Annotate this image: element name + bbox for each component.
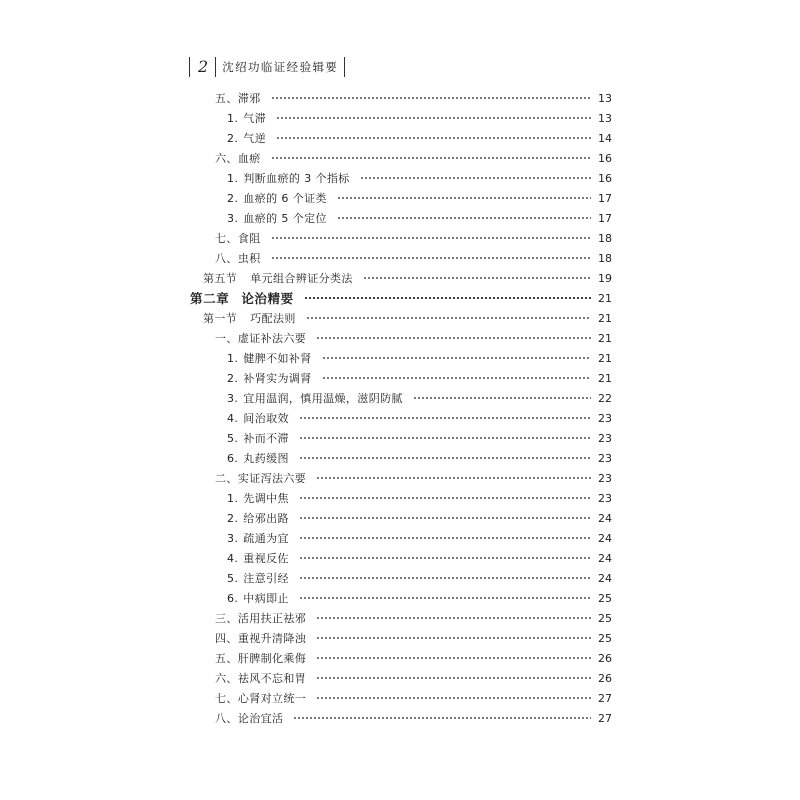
- toc-page-number: 21: [598, 291, 612, 305]
- toc-item: [190, 668, 612, 688]
- toc-entry-title: 活用扶正祛邪: [237, 612, 307, 625]
- dot-leader: [316, 636, 591, 640]
- toc-entry-title: 巧配法则: [250, 312, 296, 325]
- toc-item: [190, 608, 612, 628]
- toc-entry-title: 补肾实为调肾: [243, 372, 312, 385]
- toc-subitem: [190, 368, 612, 388]
- toc-entry-title: 食阻: [237, 232, 261, 245]
- toc-entry-number: 第五节: [203, 272, 238, 285]
- toc-entry-title: 间治取效: [243, 412, 289, 425]
- dot-leader: [299, 556, 591, 560]
- toc-entry-title: 丸药缓图: [243, 452, 289, 465]
- toc-subitem: [190, 208, 612, 228]
- toc-entry-title: 气滞: [243, 112, 267, 125]
- dot-leader: [304, 296, 591, 300]
- toc-subitem: [190, 488, 612, 508]
- table-of-contents: [190, 88, 612, 728]
- toc-subitem: [190, 388, 612, 408]
- toc-entry-number: 2.: [227, 131, 239, 145]
- toc-entry-title: 单元组合辨证分类法: [250, 272, 353, 285]
- toc-subitem: [190, 348, 612, 368]
- dot-leader: [276, 116, 591, 120]
- toc-item: [190, 248, 612, 268]
- toc-section: [190, 308, 612, 328]
- toc-entry-title: 气逆: [243, 132, 267, 145]
- toc-page-number: 27: [598, 711, 612, 725]
- toc-page-number: 24: [598, 531, 612, 545]
- toc-page-number: 21: [598, 331, 612, 345]
- toc-entry-number: 6.: [227, 591, 239, 605]
- toc-entry-title: 肝脾制化乘侮: [237, 652, 307, 665]
- dot-leader: [299, 496, 591, 500]
- dot-leader: [316, 336, 591, 340]
- toc-entry-number: 5.: [227, 571, 239, 585]
- dot-leader: [337, 196, 591, 200]
- toc-page-number: 27: [598, 691, 612, 705]
- toc-entry-number: 二、: [215, 472, 238, 485]
- toc-entry-number: 2.: [227, 371, 239, 385]
- toc-entry-title: 虫积: [237, 252, 261, 265]
- toc-item: [190, 468, 612, 488]
- toc-subitem: [190, 408, 612, 428]
- toc-entry-title: 心肾对立统一: [237, 692, 307, 705]
- toc-item: [190, 628, 612, 648]
- toc-entry-title: 先调中焦: [243, 492, 289, 505]
- dot-leader: [316, 696, 591, 700]
- dot-leader: [271, 156, 591, 160]
- toc-subitem: [190, 168, 612, 188]
- toc-page-number: 13: [598, 91, 612, 105]
- toc-entry-title: 注意引经: [243, 572, 289, 585]
- toc-item: [190, 88, 612, 108]
- toc-page-number: 22: [598, 391, 612, 405]
- dot-leader: [322, 376, 591, 380]
- dot-leader: [299, 596, 591, 600]
- toc-item: [190, 688, 612, 708]
- toc-page-number: 23: [598, 491, 612, 505]
- toc-subitem: [190, 128, 612, 148]
- toc-entry-title: 血瘀的 5 个定位: [243, 212, 327, 225]
- toc-page-number: 25: [598, 591, 612, 605]
- toc-page-number: 23: [598, 471, 612, 485]
- toc-entry-number: 五、: [215, 652, 238, 665]
- toc-entry-number: 第二章: [190, 291, 230, 306]
- toc-entry-number: 1.: [227, 491, 239, 505]
- toc-item: [190, 708, 612, 728]
- toc-entry-title: 宜用温润，慎用温燥，滋阴防腻: [243, 392, 403, 405]
- toc-entry-number: 一、: [215, 332, 238, 345]
- toc-page-number: 21: [598, 311, 612, 325]
- toc-page-number: 17: [598, 191, 612, 205]
- dot-leader: [299, 456, 591, 460]
- toc-page-number: 21: [598, 371, 612, 385]
- header-divider: [344, 57, 345, 77]
- toc-entry-title: 健脾不如补肾: [243, 352, 312, 365]
- running-header: [189, 57, 345, 77]
- dot-leader: [299, 516, 591, 520]
- toc-entry-number: 1.: [227, 111, 239, 125]
- toc-item: [190, 648, 612, 668]
- toc-item: [190, 328, 612, 348]
- toc-entry-number: 六、: [215, 672, 238, 685]
- toc-entry-number: 3.: [227, 531, 239, 545]
- book-title: 沈绍功临证经验辑要: [222, 60, 339, 74]
- toc-page-number: 24: [598, 551, 612, 565]
- toc-page-number: 25: [598, 611, 612, 625]
- toc-page-number: 24: [598, 571, 612, 585]
- toc-page-number: 14: [598, 131, 612, 145]
- dot-leader: [316, 656, 591, 660]
- toc-subitem: [190, 588, 612, 608]
- toc-subitem: [190, 448, 612, 468]
- toc-entry-number: 六、: [215, 152, 238, 165]
- toc-page-number: 18: [598, 251, 612, 265]
- toc-entry-title: 重视升清降浊: [237, 632, 307, 645]
- toc-page-number: 18: [598, 231, 612, 245]
- dot-leader: [316, 676, 591, 680]
- toc-item: [190, 228, 612, 248]
- toc-entry-number: 七、: [215, 232, 238, 245]
- toc-entry-number: 八、: [215, 712, 238, 725]
- dot-leader: [360, 176, 591, 180]
- toc-page-number: 17: [598, 211, 612, 225]
- toc-page-number: 21: [598, 351, 612, 365]
- toc-entry-number: 五、: [215, 92, 238, 105]
- toc-entry-title: 疏通为宜: [243, 532, 289, 545]
- toc-entry-number: 3.: [227, 211, 239, 225]
- dot-leader: [299, 536, 591, 540]
- toc-entry-number: 1.: [227, 171, 239, 185]
- toc-entry-number: 2.: [227, 511, 239, 525]
- toc-entry-title: 滞邪: [237, 92, 261, 105]
- toc-entry-number: 第一节: [203, 312, 238, 325]
- toc-page-number: 23: [598, 431, 612, 445]
- toc-entry-title: 祛风不忘和胃: [237, 672, 307, 685]
- dot-leader: [299, 436, 591, 440]
- toc-entry-number: 1.: [227, 351, 239, 365]
- toc-subitem: [190, 428, 612, 448]
- toc-entry-title: 给邪出路: [243, 512, 289, 525]
- toc-page-number: 25: [598, 631, 612, 645]
- toc-entry-number: 八、: [215, 252, 238, 265]
- page-number: 2: [198, 57, 209, 76]
- toc-entry-title: 重视反佐: [243, 552, 289, 565]
- toc-page-number: 26: [598, 671, 612, 685]
- dot-leader: [316, 616, 591, 620]
- toc-entry-number: 四、: [215, 632, 238, 645]
- toc-page-number: 16: [598, 171, 612, 185]
- toc-page-number: 26: [598, 651, 612, 665]
- toc-subitem: [190, 568, 612, 588]
- toc-entry-title: 论治宜活: [237, 712, 284, 725]
- dot-leader: [363, 276, 591, 280]
- toc-entry-title: 虚证补法六要: [237, 332, 307, 345]
- toc-page-number: 19: [598, 271, 612, 285]
- toc-page-number: 13: [598, 111, 612, 125]
- toc-page-number: 16: [598, 151, 612, 165]
- dot-leader: [276, 136, 591, 140]
- toc-entry-title: 补而不滞: [243, 432, 289, 445]
- dot-leader: [322, 356, 591, 360]
- toc-entry-title: 论治精要: [241, 291, 294, 306]
- dot-leader: [299, 416, 591, 420]
- dot-leader: [271, 236, 591, 240]
- toc-entry-title: 中病即止: [243, 592, 289, 605]
- toc-entry-title: 判断血瘀的 3 个指标: [243, 172, 350, 185]
- toc-entry-number: 2.: [227, 191, 239, 205]
- toc-entry-number: 三、: [215, 612, 238, 625]
- dot-leader: [337, 216, 591, 220]
- toc-entry-number: 4.: [227, 551, 239, 565]
- toc-subitem: [190, 548, 612, 568]
- toc-entry-title: 实证泻法六要: [237, 472, 307, 485]
- toc-chapter: [190, 288, 612, 308]
- toc-entry-number: 3.: [227, 391, 239, 405]
- toc-entry-number: 七、: [215, 692, 238, 705]
- toc-entry-title: 血瘀: [237, 152, 261, 165]
- toc-entry-title: 血瘀的 6 个证类: [243, 192, 327, 205]
- toc-subitem: [190, 108, 612, 128]
- toc-page-number: 24: [598, 511, 612, 525]
- dot-leader: [271, 256, 591, 260]
- toc-subitem: [190, 528, 612, 548]
- toc-entry-number: 5.: [227, 431, 239, 445]
- dot-leader: [316, 476, 591, 480]
- toc-section: [190, 268, 612, 288]
- toc-page-number: 23: [598, 411, 612, 425]
- toc-entry-number: 4.: [227, 411, 239, 425]
- toc-page-number: 23: [598, 451, 612, 465]
- dot-leader: [271, 96, 591, 100]
- toc-subitem: [190, 508, 612, 528]
- dot-leader: [293, 716, 591, 720]
- dot-leader: [299, 576, 591, 580]
- dot-leader: [413, 396, 591, 400]
- toc-item: [190, 148, 612, 168]
- dot-leader: [306, 316, 591, 320]
- toc-entry-number: 6.: [227, 451, 239, 465]
- toc-subitem: [190, 188, 612, 208]
